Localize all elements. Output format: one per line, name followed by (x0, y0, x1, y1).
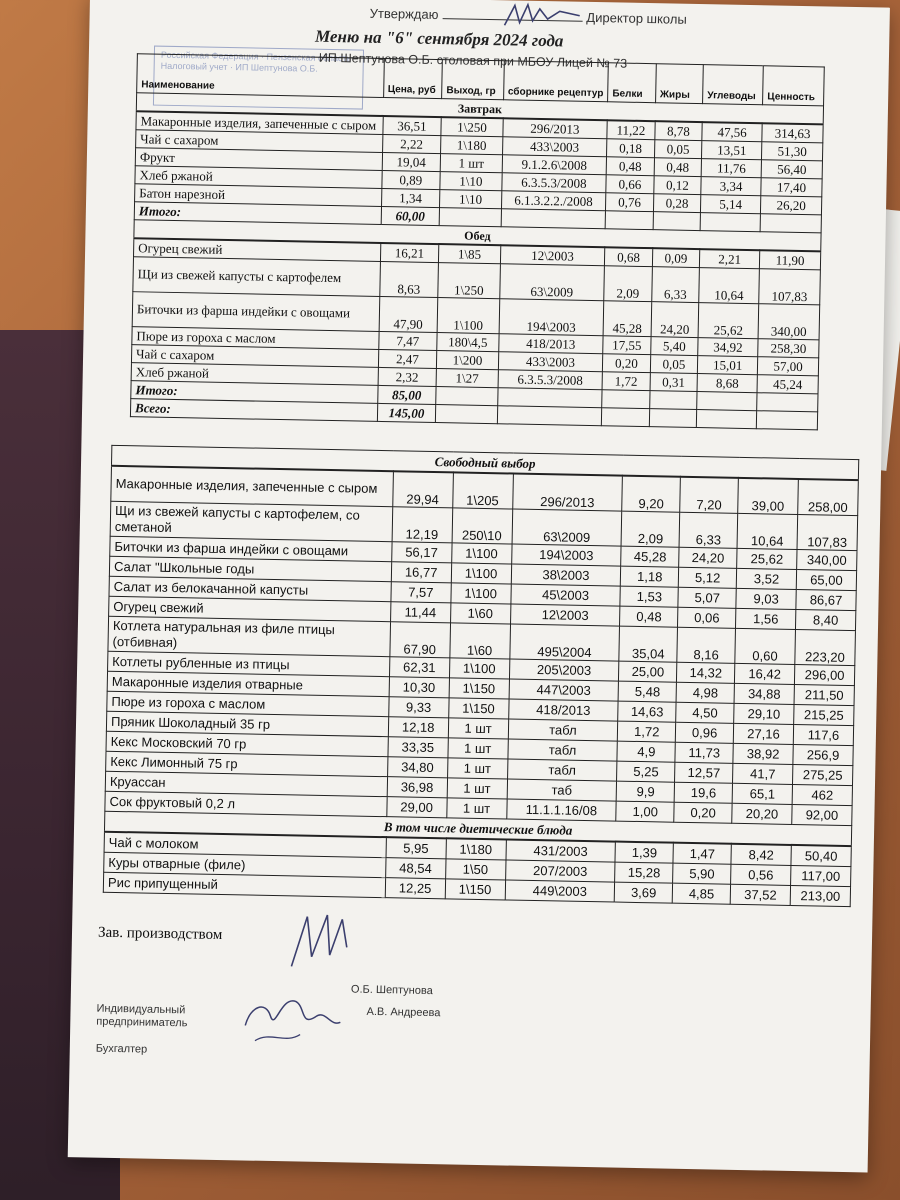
table-cell: 6.3.5.3/2008 (498, 370, 603, 390)
table-cell: 5,25 (617, 761, 675, 782)
table-cell: 15,28 (615, 862, 673, 883)
table-cell: 1\100 (451, 583, 511, 604)
column-header: Ценность (763, 66, 825, 106)
table-cell: 433\2003 (498, 352, 603, 372)
table-cell: 1\100 (449, 658, 509, 679)
table-cell: 1,53 (620, 586, 678, 607)
dish-name: Сок фруктовый 0,2 л (105, 791, 387, 816)
table-cell: 86,67 (796, 589, 856, 610)
table-cell: табл (507, 739, 617, 761)
table-cell: 4,50 (676, 702, 734, 723)
table-cell: 39,00 (738, 478, 799, 515)
table-cell: 1 шт (448, 718, 508, 739)
table-cell: 1,18 (621, 566, 679, 587)
dish-name: Огурец свежий (109, 596, 391, 621)
table-cell: 1\60 (450, 603, 510, 624)
table-cell: 6,33 (651, 267, 699, 303)
table-cell: 495\2004 (509, 624, 619, 661)
table-cell: 107,83 (759, 269, 821, 305)
table-cell: 12\2003 (510, 604, 620, 626)
table-cell: 7,20 (680, 477, 739, 514)
table-cell: 0,06 (678, 607, 736, 628)
entrepreneur-signature (240, 985, 351, 1047)
table-cell: 1,72 (602, 372, 650, 391)
table-cell: 56,40 (761, 160, 822, 179)
table-cell: 0,76 (606, 193, 654, 212)
section-title: Обед (134, 220, 821, 252)
table-cell: 0,31 (650, 373, 698, 392)
table-cell: 296/2013 (512, 474, 622, 512)
table-cell: 11,90 (760, 250, 821, 270)
free-choice-table (103, 445, 859, 907)
director-label: Директор школы (586, 9, 687, 27)
dish-name: Хлеб ржаной (131, 363, 378, 386)
table-cell: 0,60 (735, 628, 796, 664)
table-cell: 3,52 (736, 568, 796, 589)
table-cell: 9,33 (388, 697, 448, 718)
table-cell: 65,00 (796, 569, 856, 590)
dish-name: Котлета натуральная из филе птицы (отбивная) (108, 616, 390, 656)
table-cell: 4,98 (676, 682, 734, 703)
table-cell: 1\200 (437, 351, 499, 370)
column-header: Выход, гр (442, 60, 504, 100)
table-cell: 11,76 (701, 159, 761, 178)
table-cell: 8,78 (655, 121, 703, 140)
table-cell: 5,40 (650, 337, 698, 356)
dish-name: Макаронные изделия отварные (107, 671, 389, 696)
table-cell: 1,34 (381, 188, 440, 207)
table-cell: 36,51 (382, 116, 441, 136)
table-cell: 1\180 (441, 136, 503, 155)
table-cell: 1\150 (448, 698, 508, 719)
table-cell: 37,52 (730, 884, 790, 905)
table-cell: 433\2003 (502, 137, 607, 157)
signer-name-2: А.В. Андреева (366, 1005, 441, 1020)
table-cell: 275,25 (793, 764, 853, 785)
table-cell: 1,39 (615, 842, 673, 864)
table-cell: 13,51 (702, 141, 762, 160)
dish-name: Кекс Лимонный 75 гр (106, 751, 388, 776)
table-cell: 34,92 (698, 338, 758, 357)
empty-cell (497, 388, 602, 408)
table-cell: 1\85 (439, 244, 501, 264)
table-cell: 29,00 (387, 797, 447, 818)
table-cell: 1\250 (438, 263, 500, 299)
table-cell: 1 шт (447, 758, 507, 779)
dish-name: Пюре из гороха с маслом (132, 327, 379, 350)
table-cell: 11.1.1.16/08 (506, 799, 616, 821)
table-cell: 0,20 (674, 802, 732, 823)
table-cell: 1\100 (451, 543, 511, 564)
total-label: Всего: (130, 399, 377, 422)
dish-name: Чай с молоком (104, 832, 386, 858)
table-cell: 16,42 (735, 663, 795, 684)
table-cell: 256,9 (793, 744, 853, 765)
table-cell: 5,14 (701, 195, 761, 214)
table-cell: 6,33 (679, 512, 738, 548)
table-cell: 0,20 (603, 354, 651, 373)
dish-name: Фрукт (135, 148, 382, 171)
table-cell: 1\150 (445, 879, 505, 900)
table-cell: 15,01 (698, 356, 758, 375)
table-cell: 47,56 (702, 122, 762, 142)
empty-cell (497, 406, 602, 426)
table-cell: 11,44 (390, 602, 450, 623)
table-cell: 8,42 (731, 844, 791, 866)
empty-cell (439, 208, 501, 227)
total-label: Итого: (131, 381, 378, 404)
table-cell: 449\2003 (505, 880, 615, 902)
table-cell: 314,63 (762, 123, 823, 143)
dish-name: Салат из белокачанной капусты (109, 576, 391, 601)
empty-cell (653, 212, 701, 231)
table-cell: 16,21 (380, 243, 439, 263)
table-cell: табл (507, 759, 617, 781)
table-cell: 0,48 (654, 158, 702, 177)
table-cell: 0,68 (605, 247, 653, 266)
dish-name: Круассан (105, 771, 387, 796)
table-cell: 258,30 (758, 339, 819, 358)
table-cell: 5,90 (673, 863, 731, 884)
table-cell: 24,20 (679, 547, 737, 568)
dish-name: Куры отварные (филе) (104, 852, 386, 877)
table-cell: 26,20 (761, 196, 822, 215)
column-header: Жиры (655, 64, 703, 104)
table-cell: 5,12 (679, 567, 737, 588)
table-cell: 35,04 (619, 626, 678, 662)
empty-cell (649, 391, 697, 410)
total-value: 60,00 (381, 206, 440, 225)
section-title: Завтрак (136, 93, 823, 125)
column-header: сборнике рецептур (503, 61, 608, 102)
table-cell: 0,48 (620, 606, 678, 627)
total-label: Итого: (134, 202, 381, 225)
table-cell: 1,47 (673, 843, 731, 865)
dish-name: Чай с сахаром (131, 345, 378, 368)
table-cell: 5,07 (678, 587, 736, 608)
dish-name: Хлеб ржаной (135, 166, 382, 189)
table-cell: 1\50 (445, 859, 505, 880)
table-cell: 45,24 (757, 375, 818, 394)
table-cell: 11,73 (675, 742, 733, 763)
empty-cell (696, 410, 756, 429)
dish-name: Пряник Шоколадный 35 гр (106, 711, 388, 736)
dish-name: Биточки из фарша индейки с овощами (132, 292, 379, 332)
table-cell: 41,7 (733, 763, 793, 784)
empty-cell (436, 387, 498, 406)
dish-name: Огурец свежий (134, 238, 381, 261)
table-cell: 215,25 (794, 704, 854, 725)
table-cell: 29,94 (393, 471, 454, 508)
section-title: Свободный выбор (111, 445, 858, 480)
table-cell: 117,6 (793, 724, 853, 745)
table-cell: 2,09 (604, 266, 652, 302)
table-cell: 51,30 (762, 142, 823, 161)
empty-cell (756, 411, 817, 430)
table-cell: 117,00 (791, 865, 851, 886)
table-cell: 38\2003 (511, 564, 621, 586)
organization-stamp: Российская Федерация · Пензенская область · Налоговый учет · ИП Шептунова О.Б. (153, 46, 364, 110)
table-cell: 17,55 (603, 336, 651, 355)
empty-cell (601, 408, 649, 427)
table-cell: 25,62 (698, 303, 759, 339)
table-cell: 27,16 (733, 723, 793, 744)
table-cell: 194\2003 (499, 299, 604, 336)
table-cell: 56,17 (391, 542, 451, 563)
column-header: Белки (608, 63, 656, 103)
table-cell: 45\2003 (510, 584, 620, 606)
table-cell: 12,57 (675, 762, 733, 783)
empty-cell (760, 214, 821, 233)
table-cell: 1\100 (437, 298, 499, 334)
total-value: 145,00 (377, 403, 436, 422)
table-cell: 0,12 (654, 176, 702, 195)
table-cell: 340,00 (797, 549, 857, 570)
table-cell: 194\2003 (511, 544, 621, 566)
table-cell: 12,25 (385, 878, 445, 899)
table-cell: 33,35 (388, 737, 448, 758)
dish-name: Салат "Школьные годы (109, 556, 391, 581)
table-cell: 14,32 (677, 662, 735, 683)
table-cell: 1\205 (452, 472, 513, 509)
table-cell: 0,28 (653, 194, 701, 213)
column-header: Углеводы (703, 65, 764, 105)
table-cell: 0,66 (606, 175, 654, 194)
table-cell: 1\60 (449, 623, 510, 659)
main-menu-table (130, 50, 825, 430)
table-cell: 1,72 (618, 721, 676, 742)
table-cell: 36,98 (387, 777, 447, 798)
empty-cell (697, 392, 757, 411)
table-cell: 10,30 (389, 677, 449, 698)
dish-name: Котлеты рубленные из птицы (108, 651, 390, 676)
empty-cell (700, 213, 760, 232)
table-cell: 1\180 (446, 838, 506, 860)
table-cell: 10,64 (737, 513, 798, 549)
table-cell: 17,40 (761, 178, 822, 197)
table-cell: 418/2013 (508, 699, 618, 721)
table-cell: 14,63 (618, 701, 676, 722)
table-cell: 63\2009 (499, 264, 604, 301)
table-cell: 11,22 (607, 120, 655, 139)
table-cell: 1 шт (440, 154, 502, 173)
table-cell: 0,05 (650, 355, 698, 374)
signer-name-1: О.Б. Шептунова (350, 983, 433, 998)
table-cell: 20,20 (732, 803, 792, 824)
table-cell: 296/2013 (503, 118, 608, 139)
director-signature (499, 0, 590, 32)
table-cell: 4,85 (672, 883, 730, 904)
table-cell: 1\10 (440, 172, 502, 191)
table-cell: 205\2003 (509, 659, 619, 681)
table-cell: 5,95 (386, 837, 446, 859)
dish-name: Чай с сахаром (136, 130, 383, 153)
table-cell: 0,96 (676, 722, 734, 743)
table-cell: 45,28 (621, 546, 679, 567)
table-cell: 223,20 (795, 629, 856, 665)
dish-name: Пюре из гороха с маслом (107, 691, 389, 716)
table-cell: 62,31 (389, 657, 449, 678)
table-cell: 57,00 (757, 357, 818, 376)
table-cell: 47,90 (379, 296, 438, 332)
table-cell: 0,56 (731, 864, 791, 885)
head-production-signature (271, 906, 362, 978)
table-cell: 211,50 (794, 684, 854, 705)
table-cell: 0,48 (606, 157, 654, 176)
empty-cell (757, 393, 818, 412)
table-cell: 296,00 (794, 664, 854, 685)
table-cell: 462 (792, 784, 852, 805)
table-cell: 45,28 (603, 301, 651, 337)
table-cell: 2,09 (621, 511, 680, 547)
empty-cell (605, 211, 653, 230)
table-cell: 38,92 (733, 743, 793, 764)
table-cell: 1,56 (736, 608, 796, 629)
table-cell: 12,18 (388, 717, 448, 738)
table-cell: 12,19 (392, 507, 453, 543)
dish-name: Рис припущенный (103, 872, 385, 897)
table-cell: 48,54 (385, 858, 445, 879)
approve-label: Утверждаю (369, 5, 439, 23)
head-production-label: Зав. производством (97, 924, 223, 944)
table-cell: 107,83 (797, 515, 858, 551)
table-cell: 3,69 (615, 882, 673, 903)
empty-cell (501, 209, 606, 229)
table-cell: 65,1 (732, 783, 792, 804)
table-cell: 2,21 (700, 249, 760, 269)
table-cell: 8,63 (379, 261, 438, 297)
table-cell: 258,00 (798, 479, 859, 516)
table-cell: 1 шт (447, 778, 507, 799)
table-cell: 34,88 (734, 683, 794, 704)
table-cell: 1\10 (440, 190, 502, 209)
table-cell: 9,9 (617, 781, 675, 802)
table-cell: 63\2009 (512, 509, 622, 546)
menu-document (68, 0, 890, 1172)
table-cell: 67,90 (390, 622, 451, 658)
table-cell: 9,20 (622, 476, 681, 513)
table-cell: 8,68 (697, 374, 757, 393)
table-cell: 2,47 (378, 349, 437, 368)
table-cell: 25,62 (737, 548, 797, 569)
table-cell: 3,34 (701, 177, 761, 196)
table-cell: 25,00 (619, 661, 677, 682)
table-cell: 9.1.2.6\2008 (502, 155, 607, 175)
table-cell: табл (508, 719, 618, 741)
table-cell: 5,48 (618, 681, 676, 702)
table-cell: 0,09 (652, 248, 700, 267)
table-cell: 1\250 (441, 117, 503, 137)
column-header: Наименование (137, 54, 384, 98)
table-cell: 180\4,5 (437, 333, 499, 352)
table-cell: 250\10 (452, 508, 513, 544)
dish-name: Биточки из фарша индейки с овощами (110, 536, 392, 561)
table-cell: 1\150 (449, 678, 509, 699)
table-cell: 0,18 (607, 139, 655, 158)
table-cell: 340,00 (758, 304, 820, 340)
table-cell: 50,40 (791, 845, 851, 867)
accountant-label: Бухгалтер (95, 1042, 148, 1056)
table-cell: 0,89 (381, 170, 440, 189)
section-title: В том числе диетические блюда (104, 811, 851, 846)
table-cell: 1 шт (448, 738, 508, 759)
page-title: Меню на "6" сентября 2024 года (314, 26, 564, 51)
table-cell: 19,6 (674, 782, 732, 803)
table-cell: 12\2003 (500, 245, 605, 266)
table-cell: 19,04 (382, 152, 441, 171)
table-cell: 431/2003 (506, 839, 616, 862)
table-cell: 8,40 (795, 609, 855, 630)
table-cell: 92,00 (792, 804, 852, 825)
table-cell: 9,03 (736, 588, 796, 609)
column-header: Цена, руб (383, 58, 442, 98)
dish-name: Кекс Московский 70 гр (106, 731, 388, 756)
dish-name: Макаронные изделия, запеченные с сыром (136, 111, 383, 134)
page-subtitle: ИП Шептунова О.Б. столовая при МБОУ Лицей № 73 (318, 50, 628, 71)
table-cell: 16,77 (391, 562, 451, 583)
table-cell: 10,64 (699, 268, 760, 304)
table-cell: 0,05 (654, 140, 702, 159)
empty-cell (649, 409, 697, 428)
table-cell: 213,00 (790, 885, 850, 906)
table-cell: 1 шт (446, 798, 506, 819)
table-cell: 7,47 (378, 331, 437, 350)
table-cell: 4,9 (617, 741, 675, 762)
dish-name: Батон нарезной (135, 184, 382, 207)
entrepreneur-label: Индивидуальный предприниматель (96, 1002, 188, 1030)
empty-cell (436, 405, 498, 424)
dish-name: Щи из свежей капусты с картофелем (133, 257, 380, 297)
table-cell: 447\2003 (509, 679, 619, 701)
table-cell: 8,16 (677, 627, 736, 663)
table-cell: 418/2013 (498, 334, 603, 354)
table-cell: 2,32 (378, 367, 437, 386)
table-cell: 1\27 (436, 369, 498, 388)
table-cell: 24,20 (651, 302, 699, 338)
empty-cell (602, 390, 650, 409)
table-cell: таб (507, 779, 617, 801)
table-cell: 1,00 (616, 801, 674, 822)
table-cell: 29,10 (734, 703, 794, 724)
dish-name: Щи из свежей капусты с картофелем, со сметаной (110, 501, 392, 541)
table-cell: 34,80 (387, 757, 447, 778)
table-cell: 207/2003 (505, 860, 615, 882)
table-cell: 6.3.5.3/2008 (502, 173, 607, 193)
table-cell: 1\100 (451, 563, 511, 584)
table-cell: 6.1.3.2.2./2008 (501, 191, 606, 211)
table-cell: 2,22 (382, 134, 441, 153)
table-cell: 7,57 (391, 582, 451, 603)
total-value: 85,00 (377, 385, 436, 404)
dish-name: Макаронные изделия, запеченные с сыром (111, 466, 393, 507)
